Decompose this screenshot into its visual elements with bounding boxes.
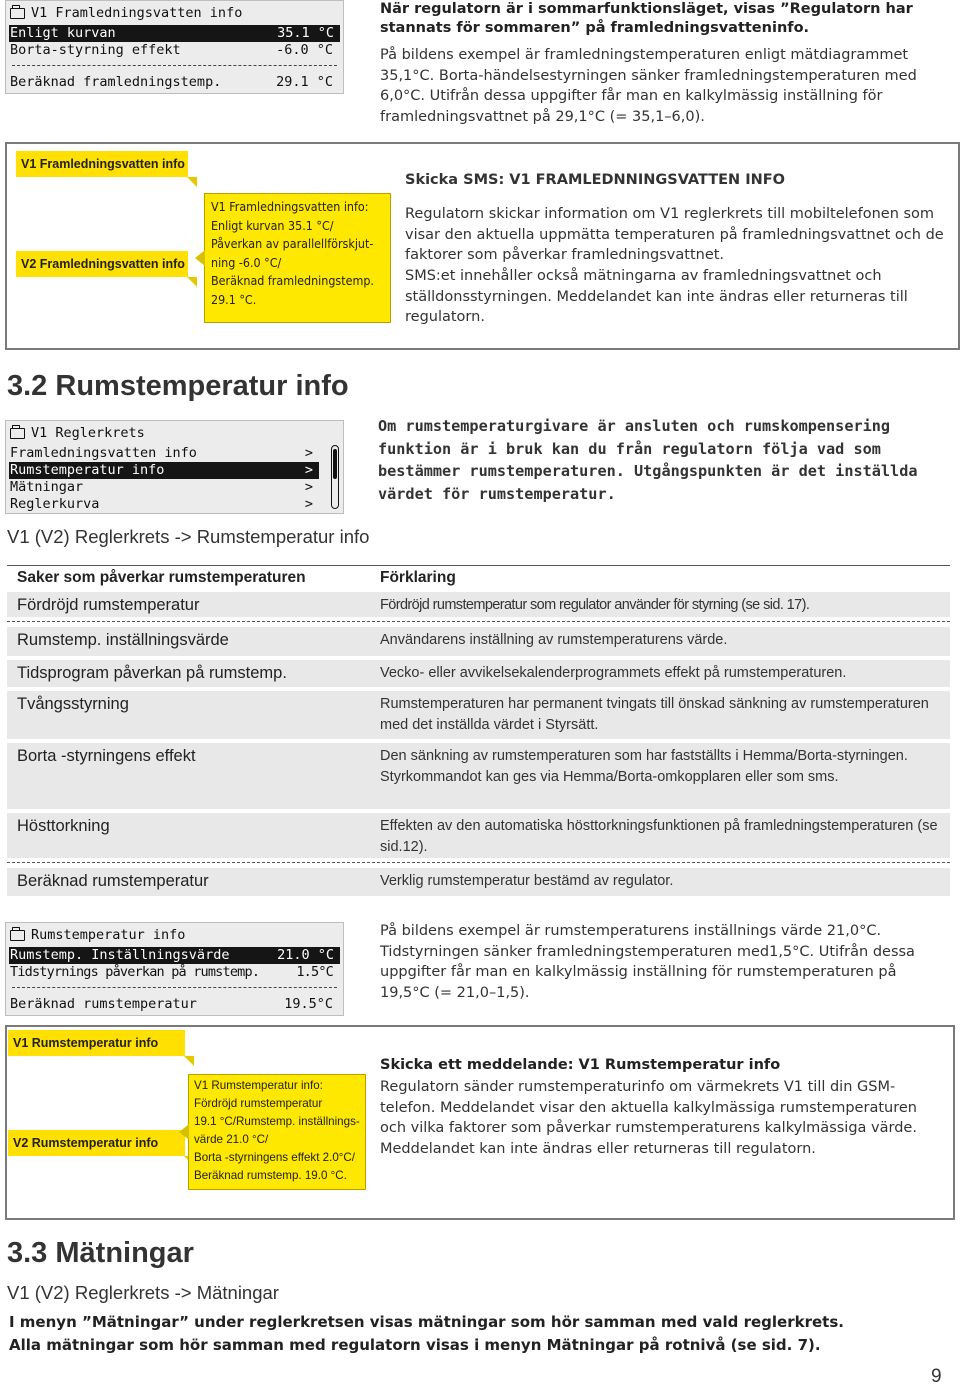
folder-icon: [10, 428, 25, 439]
sms-line: 19.1 °C/Rumstemp. inställnings-: [194, 1115, 360, 1128]
table-row: [7, 868, 950, 896]
sms-tag-v2[interactable]: V2 Rumstemperatur info: [8, 1130, 185, 1156]
lcd-value: -6.0 °C: [276, 42, 333, 58]
folder-icon: [10, 8, 25, 19]
lcd-label: Borta-styrning effekt: [10, 42, 181, 58]
scrollbar-thumb[interactable]: [333, 449, 337, 479]
lcd-title-row: [10, 927, 339, 944]
table-header-desc: Förklaring: [380, 569, 456, 586]
menu-item[interactable]: [10, 496, 319, 513]
sms-line: 29.1 °C.: [211, 291, 257, 307]
menu-label: Framledningsvatten info: [10, 445, 197, 461]
sms-line: värde 21.0 °C/: [194, 1133, 269, 1146]
lcd-value: 19.5°C: [284, 996, 333, 1012]
sms-tag-v1[interactable]: V1 Framledningsvatten info: [16, 151, 188, 177]
menu-label: Reglerkurva: [10, 496, 100, 512]
table-desc: Fördröjd rumstemperatur som regulator använder för styrning (se sid. 17).: [380, 597, 810, 613]
sms-title: Skicka ett meddelande: V1 Rumstemperatur info: [380, 1057, 781, 1073]
lcd-title: V1 Reglerkrets: [31, 425, 145, 441]
chevron-right-icon: >: [304, 462, 313, 478]
table-item: Borta -styrningens effekt: [17, 747, 196, 765]
sms-body: Regulatorn sänder rumstemperaturinfo om värmekrets V1 till din GSM-telefon. Meddelandet visar den aktuella kalkylmässiga rumstemperaturen och vilka faktorer som påverkar rumstemperaturens kalkylmässiga värde. Meddelandet kan inte ändras eller returneras till regulatorn.: [380, 1079, 917, 1157]
table-desc: Rumstemperaturen har permanent tvingats till önskad sänkning av rumstemperaturen med det inställda värdet i Styrsätt.: [380, 696, 929, 733]
breadcrumb: V1 (V2) Reglerkrets -> Rumstemperatur info: [7, 526, 370, 547]
lcd-label: Enligt kurvan: [10, 25, 116, 41]
chevron-right-icon: >: [304, 479, 313, 495]
lcd-label: Rumstemp. Inställningsvärde: [10, 947, 230, 963]
menu-item-selected[interactable]: [9, 462, 319, 479]
table-desc: Verklig rumstemperatur bestämd av regulator.: [380, 873, 674, 889]
lcd-title-row: [10, 5, 339, 22]
sms-message: [204, 193, 391, 323]
section-heading: 3.2 Rumstemperatur info: [7, 370, 349, 402]
table-item: Tidsprogram påverkan på rumstemp.: [17, 664, 287, 682]
lcd-label: Tidstyrnings påverkan på rumstemp.: [10, 964, 260, 980]
sms-title: Skicka SMS: V1 FRAMLEDNNINGSVATTEN INFO: [405, 172, 785, 188]
table-item: Hösttorkning: [17, 817, 110, 835]
sms-line: Fördröjd rumstemperatur: [194, 1097, 323, 1110]
sms-message: [188, 1074, 366, 1190]
table-row: [7, 813, 950, 858]
lcd-title: V1 Framledningsvatten info: [31, 5, 243, 21]
section-text: I menyn ”Mätningar” under reglerkretsen visas mätningar som hör samman med vald reglerkrets. Alla mätningar som hör samman med regulatorn visas i menyn Mätningar på rotnivå (se sid. 7).: [9, 1313, 844, 1354]
table-row: [7, 592, 950, 617]
sms-body: SMS:et innehåller också mätningarna av framledningsvattnet och ställdonsstyrningen. Meddelandet kan inte ändras eller returneras till regulatorn.: [405, 268, 908, 326]
sms-line: V1 Framledningsvatten info:: [211, 199, 369, 214]
lcd-row[interactable]: [10, 42, 339, 59]
example-text: På bildens exempel är rumstemperaturens inställnings värde 21,0°C. Tidstyrningen sänker framledningstemperaturen med1,5°C. Utifrån dessa uppgifter får man en kalkylmässig inställning för rumstemperaturen på 19,5°C (= 21,0–1,5).: [380, 923, 915, 1001]
lcd-row-selected[interactable]: [9, 25, 340, 42]
table-divider: [7, 621, 950, 622]
table-desc: Vecko- eller avvikelsekalenderprogrammets effekt på rumstemperaturen.: [380, 665, 847, 681]
lcd-row-selected[interactable]: [9, 947, 340, 964]
section-heading: 3.3 Mätningar: [7, 1237, 194, 1269]
table-row: [7, 627, 950, 656]
table-row: [7, 743, 950, 809]
lcd-divider: [12, 65, 337, 66]
chevron-right-icon: >: [304, 445, 313, 461]
table-divider: [7, 862, 950, 863]
folder-icon: [10, 930, 25, 941]
table-header-item: Saker som påverkar rumstemperaturen: [17, 569, 306, 586]
lcd-total-row: [10, 996, 339, 1013]
intro-heading: När regulatorn är i sommarfunktionsläget, visas ”Regulatorn har stannats för sommaren” på framledningsvatteninfo.: [380, 1, 913, 36]
lcd-divider: [12, 987, 337, 988]
section-intro: Om rumstemperaturgivare är ansluten och rumskompensering funktion är i bruk kan du från regulatorn följa vad som bestämmer rumstemperaturen. Utgångspunkten är det inställda värdet för rumstemperatur.: [378, 417, 918, 503]
page-number: 9: [931, 1366, 942, 1387]
lcd-screen-rumstemperatur: [5, 922, 344, 1016]
sms-line: Påverkan av parallellförskjut-: [211, 236, 374, 251]
lcd-total-row: [10, 74, 339, 91]
table-desc: Användarens inställning av rumstemperaturens värde.: [380, 632, 728, 648]
lcd-menu-reglerkrets: [5, 420, 344, 514]
lcd-title: Rumstemperatur info: [31, 927, 186, 943]
scrollbar[interactable]: [331, 445, 339, 509]
table-item: Beräknad rumstemperatur: [17, 872, 209, 890]
menu-label: Rumstemperatur info: [10, 462, 165, 478]
lcd-label: Beräknad framledningstemp.: [10, 74, 222, 90]
sms-line: Beräknad framledningstemp.: [211, 273, 374, 288]
sms-line: Enligt kurvan 35.1 °C/: [211, 217, 334, 233]
sms-line: V1 Rumstemperatur info:: [194, 1079, 323, 1092]
sms-tag-v1[interactable]: V1 Rumstemperatur info: [8, 1030, 185, 1056]
lcd-label: Beräknad rumstemperatur: [10, 996, 197, 1012]
table-row: [7, 660, 950, 687]
lcd-screen-framledning: [5, 0, 344, 94]
table-top-rule: [7, 565, 950, 566]
menu-item[interactable]: [10, 445, 319, 462]
menu-item[interactable]: [10, 479, 319, 496]
sms-line: Beräknad rumstemp. 19.0 °C.: [194, 1169, 347, 1182]
table-item: Fördröjd rumstemperatur: [17, 596, 200, 614]
intro-text: På bildens exempel är framledningstemperaturen enligt mätdiagrammet 35,1°C. Borta-händelsestyrningen sänker framledningstemperaturen med 6,0°C. Utifrån dessa uppgifter får man en kalkylmässig inställning för framledningsvattnet på 29,1°C (= 35,1–6,0).: [380, 47, 917, 125]
table-item: Tvångsstyrning: [17, 695, 129, 713]
lcd-title-row: [10, 425, 339, 442]
lcd-value: 1.5°C: [296, 964, 333, 980]
sms-line: ning -6.0 °C/: [211, 254, 282, 270]
sms-body: Regulatorn skickar information om V1 reglerkrets till mobiltelefonen som visar den aktuella uppmätta temperaturen på framledningsvattnet och de faktorer som påverkar framledningsvattnet.: [405, 206, 944, 264]
table-desc: Effekten av den automatiska hösttorkningsfunktionen på framledningstemperaturen (se sid.12).: [380, 818, 938, 855]
chevron-right-icon: >: [304, 496, 313, 512]
table-row: [7, 691, 950, 739]
lcd-value: 21.0 °C: [277, 947, 334, 963]
sms-tag-v2[interactable]: V2 Framledningsvatten info: [16, 251, 188, 277]
table-item: Rumstemp. inställningsvärde: [17, 631, 229, 649]
lcd-value: 35.1 °C: [277, 25, 334, 41]
lcd-value: 29.1 °C: [276, 74, 333, 90]
sms-line: Borta -styrningens effekt 2.0°C/: [194, 1151, 356, 1164]
lcd-row[interactable]: [10, 964, 339, 981]
breadcrumb: V1 (V2) Reglerkrets -> Mätningar: [7, 1282, 279, 1303]
menu-label: Mätningar: [10, 479, 84, 495]
table-desc: Den sänkning av rumstemperaturen som har fastställts i Hemma/Borta-styrningen. Styrkommandot kan ges via Hemma/Borta-omkopplaren eller som sms.: [380, 748, 908, 785]
